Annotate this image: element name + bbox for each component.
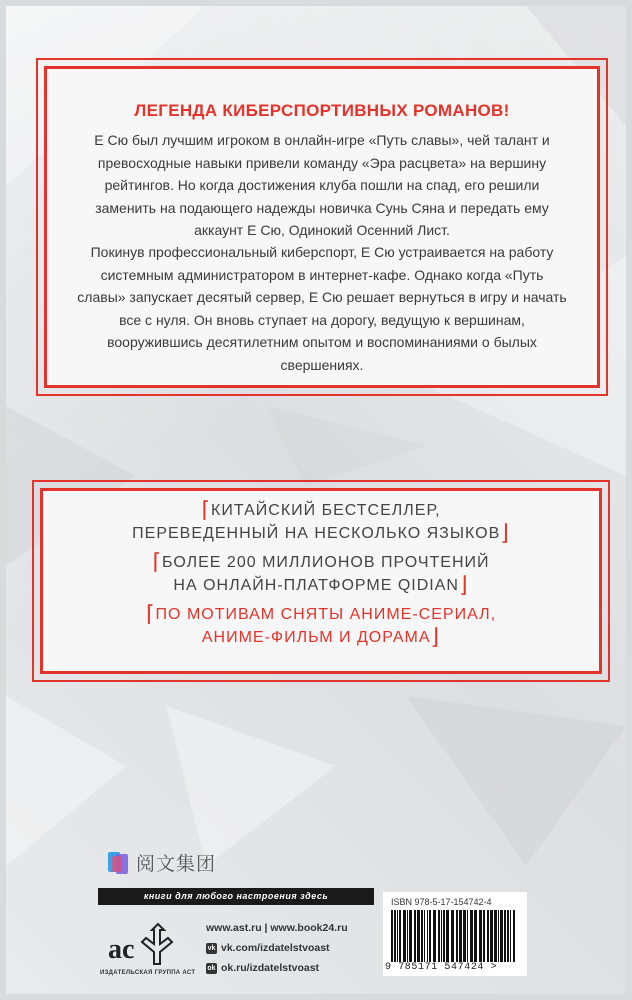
china-literature-logo-text: 阅文集团 [136,853,217,875]
claim-1-line-1: КИТАЙСКИЙ БЕСТСЕЛЛЕР, [211,502,441,519]
claim-readers: ⌈БОЛЕЕ 200 МИЛЛИОНОВ ПРОЧТЕНИЙ НА ОНЛАЙН-ПЛАТФОРМЕ QIDIAN⌋ [152,549,490,597]
claim-bestseller: ⌈КИТАЙСКИЙ БЕСТСЕЛЛЕР, ПЕРЕВЕДЕННЫЙ НА НЕСКОЛЬКО ЯЗЫКОВ⌋ [132,497,510,545]
synopsis-frame [44,66,600,388]
claim-2-line-2: НА ОНЛАЙН-ПЛАТФОРМЕ QIDIAN [173,577,459,594]
sites-line [206,918,348,938]
claim-2-line-1: БОЛЕЕ 200 МИЛЛИОНОВ ПРОЧТЕНИЙ [162,554,490,571]
claim-3-line-2: АНИМЕ-ФИЛЬМ И ДОРАМА [201,629,431,646]
synopsis-paragraph-1: Е Сю был лучшим игроком в онлайн-игре «Путь славы», чей талант и превосходные навыки привели команду «Эра расцвета» на вершину рейтингов. Но когда достижения клуба пошли на спад, его решили заменить на подающего надежды новичка Сунь Сяна и передать ему аккаунт Е Сю, Одинокий Осенний Лист. [94,132,550,238]
vk-line [206,938,348,958]
publisher-slogan: книги для любого настроения здесь [98,888,374,905]
claim-1-line-2: ПЕРЕВЕДЕННЫЙ НА НЕСКОЛЬКО ЯЗЫКОВ [132,525,501,542]
ok-link[interactable]: ok.ru/izdatelstvoast [221,962,320,974]
claim-adaptations: ⌈ПО МОТИВАМ СНЯТЫ АНИМЕ-СЕРИАЛ, АНИМЕ-ФИЛЬМ И ДОРАМА⌋ [145,601,497,649]
synopsis-paragraph-2: Покинув профессиональный киберспорт, Е Сю устраивается на работу системным администратором в интернет-кафе. Однако когда «Путь славы» запускает десятый сервер, Е Сю решает вернуться в игру и начать все с нуля. Он вновь ступает на дорогу, ведущую к вершинам, вооружившись десятилетним опытом и воспоминаниями о былых свершениях. [77,244,567,373]
barcode-box [383,892,527,976]
claim-3-line-1: ПО МОТИВАМ СНЯТЫ АНИМЕ-СЕРИАЛ, [155,606,497,623]
isbn-label: ISBN 978-5-17-154742-4 [391,897,492,907]
sites-text[interactable]: www.ast.ru | www.book24.ru [206,922,348,934]
book-back-cover [6,6,626,994]
china-literature-logo [108,849,216,876]
barcode-digits: 9 785171 547424 > [385,962,498,973]
china-literature-logo-icon [108,850,130,876]
ok-line [206,958,348,978]
publisher-links [206,918,348,978]
claims-frame [40,488,602,674]
ok-icon: ok [207,964,216,972]
barcode-icon [391,910,519,962]
ast-caption: ИЗДАТЕЛЬСКАЯ ГРУППА АСТ [100,970,196,976]
svg-text:ac: ac [108,934,135,965]
vk-link[interactable]: vk.com/izdatelstvoast [221,942,330,954]
vk-icon: vk [207,944,216,952]
synopsis-title: ЛЕГЕНДА КИБЕРСПОРТИВНЫХ РОМАНОВ! [134,101,510,120]
